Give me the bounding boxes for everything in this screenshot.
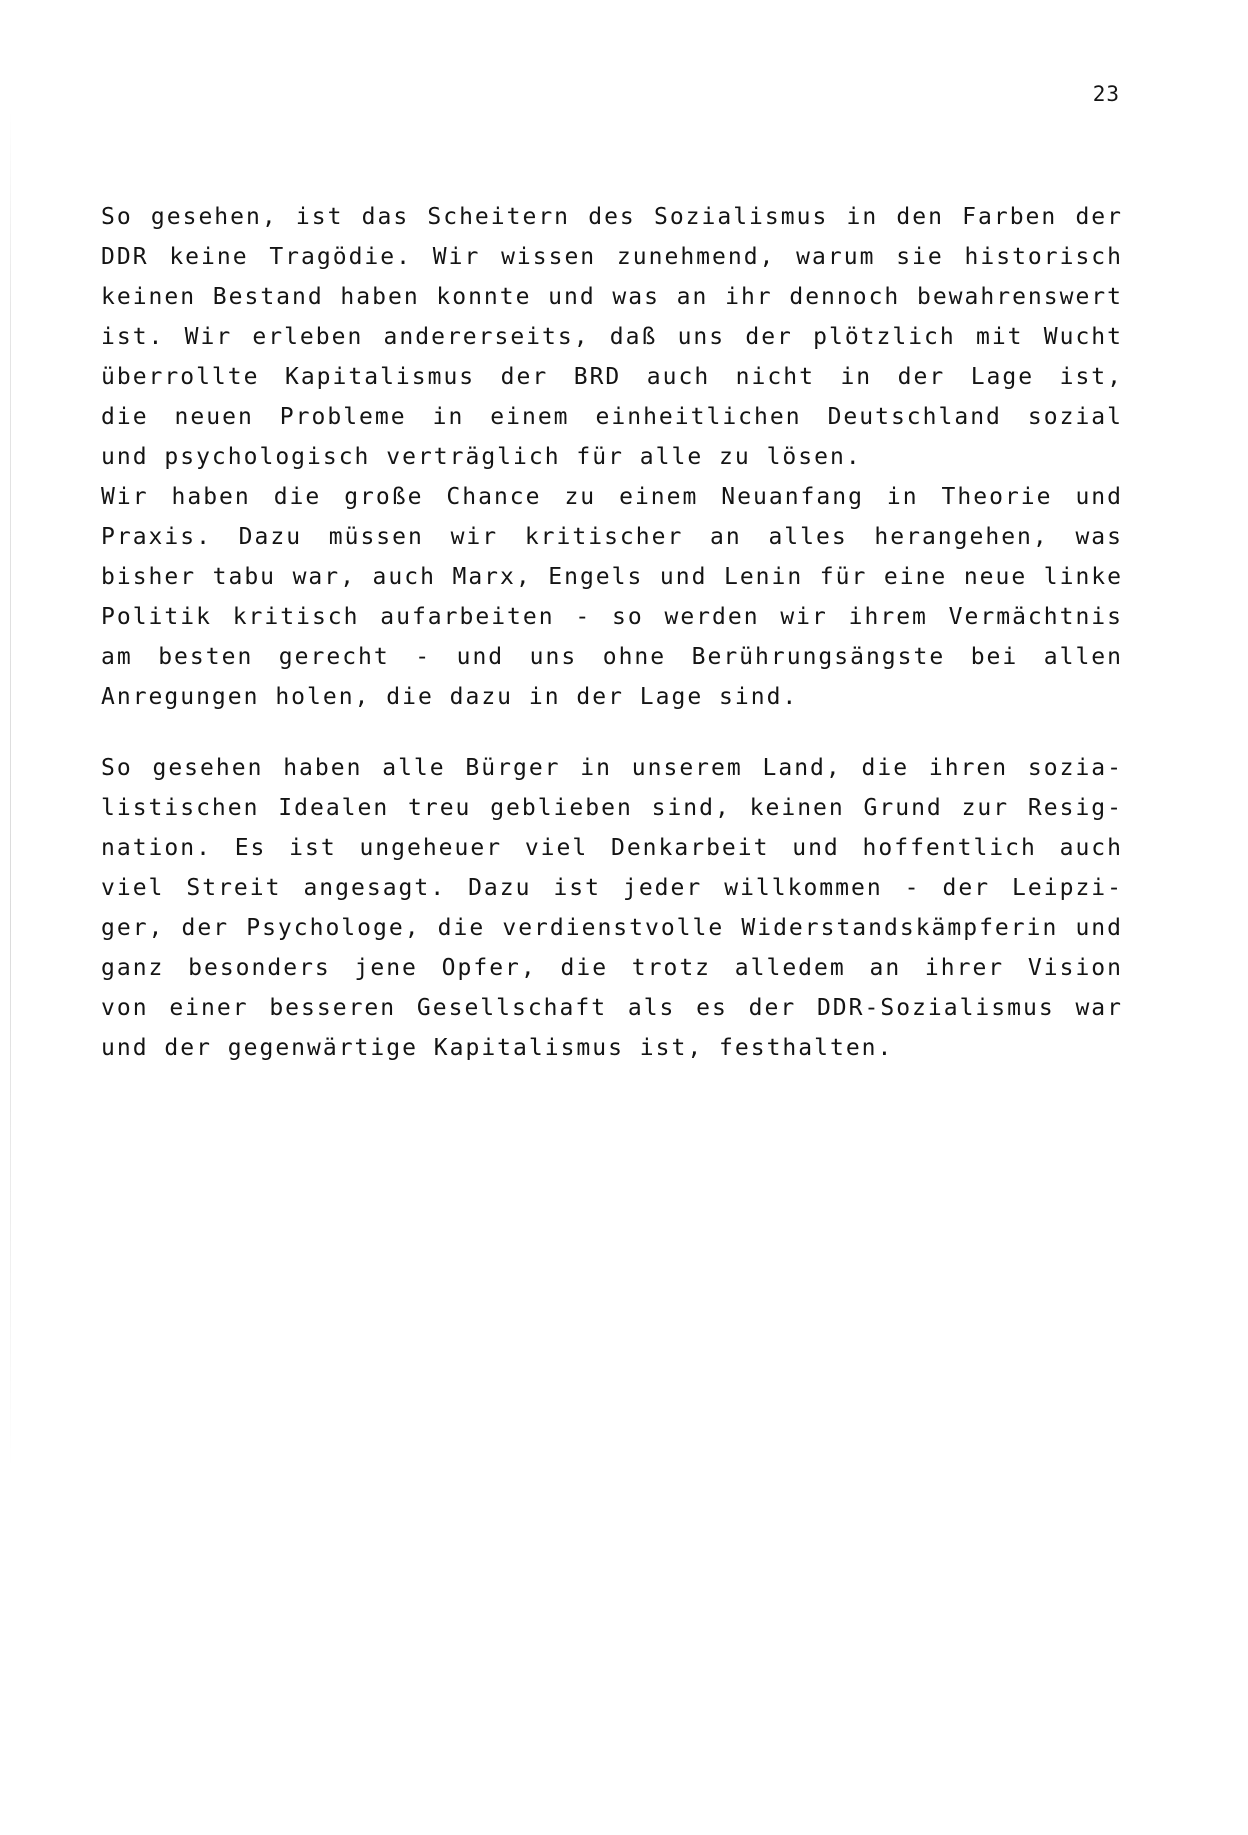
- text-line: von einer besseren Gesellschaft als es der DDR-Sozialismus war: [101, 995, 1123, 1021]
- text-line: bisher tabu war, auch Marx, Engels und Lenin für eine neue linke: [101, 564, 1123, 590]
- text-line: überrollte Kapitalismus der BRD auch nicht in der Lage ist,: [101, 364, 1123, 390]
- text-line: am besten gerecht - und uns ohne Berührungsängste bei allen: [101, 644, 1123, 670]
- text-line: nation. Es ist ungeheuer viel Denkarbeit und hoffentlich auch: [101, 835, 1123, 861]
- scan-edge-shadow: [10, 110, 11, 1470]
- text-line: ger, der Psychologe, die verdienstvolle Widerstandskämpferin und: [101, 915, 1123, 941]
- text-line: keinen Bestand haben konnte und was an ihr dennoch bewahrenswert: [101, 284, 1123, 310]
- text-line: Praxis. Dazu müssen wir kritischer an alles herangehen, was: [101, 524, 1123, 550]
- text-line: und der gegenwärtige Kapitalismus ist, festhalten.: [101, 1035, 894, 1061]
- text-line: ist. Wir erleben andererseits, daß uns der plötzlich mit Wucht: [101, 324, 1123, 350]
- text-line: ganz besonders jene Opfer, die trotz alledem an ihrer Vision: [101, 955, 1123, 981]
- text-line: viel Streit angesagt. Dazu ist jeder willkommen - der Leipzi-: [101, 875, 1123, 901]
- text-line: listischen Idealen treu geblieben sind, keinen Grund zur Resig-: [101, 795, 1123, 821]
- paragraph-1: [101, 197, 1123, 717]
- paragraph-2: [101, 748, 1123, 1068]
- text-line: Politik kritisch aufarbeiten - so werden wir ihrem Vermächtnis: [101, 604, 1123, 630]
- page-number: 23: [1092, 82, 1120, 106]
- text-line: und psychologisch verträglich für alle zu lösen.: [101, 444, 862, 470]
- text-line: So gesehen, ist das Scheitern des Sozialismus in den Farben der: [101, 204, 1123, 230]
- text-line: DDR keine Tragödie. Wir wissen zunehmend, warum sie historisch: [101, 244, 1123, 270]
- text-line: die neuen Probleme in einem einheitlichen Deutschland sozial: [101, 404, 1123, 430]
- text-line: Anregungen holen, die dazu in der Lage sind.: [101, 684, 799, 710]
- text-line: Wir haben die große Chance zu einem Neuanfang in Theorie und: [101, 484, 1123, 510]
- text-line: So gesehen haben alle Bürger in unserem Land, die ihren sozia-: [101, 755, 1123, 781]
